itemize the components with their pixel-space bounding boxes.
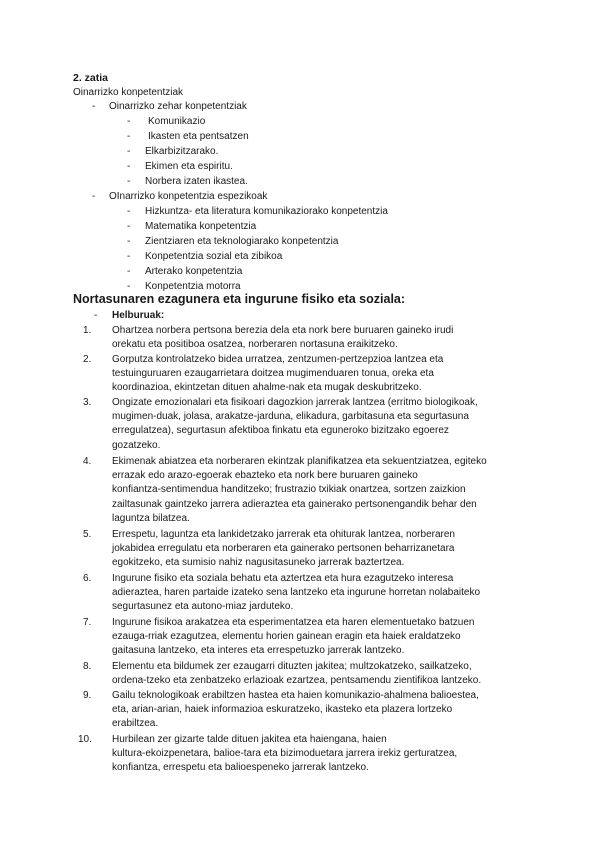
list-item: Norbera izaten ikastea. — [145, 176, 248, 187]
list-dash: - — [127, 221, 131, 232]
objective-text: Elementu eta bildumek zer ezaugarri dituzten jakitea; multzokatzeko, sailkatzeko, ordena-tzeko eta zenbatzeko erlazioak ezartzea, pentsamendu zientifikoa lantzeko. — [112, 661, 482, 687]
objective-text: Ohartzea norbera pertsona berezia dela eta nork bere buruaren gaineko irudi orekatu eta positiboa osatzea, norberaren nortasuna eraikitzeko. — [112, 325, 454, 351]
list-dash: - — [127, 251, 131, 262]
objective-number: 7. — [83, 617, 92, 628]
list-dash: - — [92, 191, 96, 202]
objective-number: 8. — [83, 661, 92, 672]
objective-text: Ingurune fisikoa arakatzea eta esperimentatzea eta haren elementuetako batzuen ezauga-rriak ezagutzea, elementu horien gainean eragin eta haiek eraldatzeko gaitasuna lantzeko, eta interes eta errespetuzko jarrerak lantzeko. — [112, 617, 475, 657]
objective-number: 1. — [83, 325, 92, 336]
objectives-label: Helburuak: — [112, 310, 165, 321]
objective-text: Gailu teknologikoak erabiltzen hastea eta haien komunikazio-ahalmena balioestea, eta, arian-arian, haiek informazioa eskuratzeko, ikasteko eta plazera lortzeko erabiltzea. — [112, 690, 479, 730]
list-dash: - — [127, 161, 131, 172]
list-item: Arterako konpetentzia — [145, 266, 243, 277]
bullet-dash: - — [94, 310, 98, 321]
objective-text: Ongizate emozionalari eta fisikoari dagozkion jarrerak lantzea (erritmo biologikoak, mugimen-duak, jolasa, arakatze-jarduna, elikadura, garbitasuna eta segurtasuna erregulatzea), segurtasun afektiboa finkatu eta eguneroko bizitzako egoerez gozatzeko. — [112, 397, 478, 451]
group-title: Oinarrizko zehar konpetentziak — [109, 101, 247, 112]
list-dash: - — [127, 131, 131, 142]
objective-number: 2. — [83, 354, 92, 365]
list-dash: - — [127, 116, 131, 127]
objective-text: Ingurune fisiko eta soziala behatu eta aztertzea eta hura ezagutzeko interesa adieraztea, haren partaide izateko sena lantzeko eta ingurune horretan nolabaiteko segurtasunez eta autono-miaz jarduteko. — [112, 573, 481, 613]
list-dash: - — [127, 266, 131, 277]
objective-text: Ekimenak abiatzea eta norberaren ekintzak planifikatzea eta sekuentziatzea, egiteko errazak edo arazo-egoerak ebazteko eta nork bere buruaren gaineko konfiantza-sentimendua handitzeko; frustrazio txikiak onartzea, sortzen zaizkion zailtasunak gaintzeko jarrera adieraztea eta gainerako pertsonengandik behar den laguntza bilatzea. — [112, 456, 487, 524]
objective-text: Hurbilean zer gizarte talde dituen jakitea eta haiengana, haien kultura-ekoizpenetara, balioe-tara eta bizimoduetara jarrera irekiz gerturatzea, konfiantza, errespetu eta balioespeneko jarrerak lantzeko. — [112, 734, 458, 774]
list-item: Konpetentzia sozial eta zibikoa — [145, 251, 283, 262]
objective-number: 5. — [83, 529, 92, 540]
list-item: Ekimen eta espiritu. — [145, 161, 233, 172]
list-item: Konpetentzia motorra — [145, 281, 241, 292]
objective-text: Errespetu, laguntza eta lankidetzako jarrerak eta ohiturak lantzea, norberaren jokabidea erregulatu eta norberaren eta gainerako pertsonen beharrizanetara egokitzeko, eta sumisio nahiz nagusitasuneko jarrerak baztertzea. — [112, 529, 455, 569]
list-dash: - — [127, 146, 131, 157]
group-title: OInarrizko konpetentzia espezikoak — [109, 191, 268, 202]
list-item: Ikasten eta pentsatzen — [148, 131, 249, 142]
list-item: Zientziaren eta teknologiarako konpetentzia — [145, 236, 339, 247]
objective-number: 9. — [83, 690, 92, 701]
subtitle: Oinarrizko konpetentziak — [73, 87, 184, 98]
list-item: Hizkuntza- eta literatura komunikaziorako konpetentzia — [145, 206, 388, 217]
list-dash: - — [127, 176, 131, 187]
objective-number: 3. — [83, 397, 92, 408]
objective-number: 6. — [83, 573, 92, 584]
list-dash: - — [127, 206, 131, 217]
objective-number: 4. — [83, 456, 92, 467]
list-item: Komunikazio — [148, 116, 206, 127]
list-item: Elkarbizitzarako. — [145, 146, 219, 157]
list-dash: - — [92, 101, 96, 112]
list-dash: - — [127, 281, 131, 292]
objective-text: Gorputza kontrolatzeko bidea urratzea, zentzumen-pertzepzioa lantzea eta testuinguruaren ezaugarrietara doitzea mugimenduaren tonua, oreka eta koordinazioa, ekintzetan dituen ahalme-nak eta mugak deskubritzeko. — [112, 354, 444, 394]
section-title: 2. zatia — [73, 72, 109, 84]
list-item: Matematika konpetentzia — [145, 221, 257, 232]
main-heading: Nortasunaren ezagunera eta ingurune fisiko eta soziala: — [73, 292, 406, 306]
list-dash: - — [127, 236, 131, 247]
objective-number: 10. — [78, 734, 92, 745]
